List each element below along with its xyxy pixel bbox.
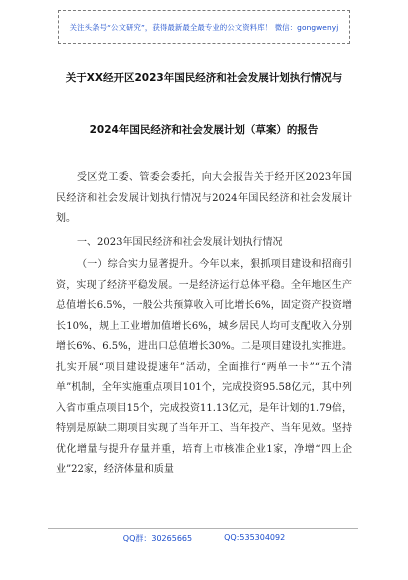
promo-banner-text: 关注头条号“公文研究”，获得最新最全最专业的公文资料库！ 微信：gongwenyj bbox=[69, 22, 339, 32]
footer bbox=[0, 533, 408, 544]
document-title-line-1: 关于XX经开区2023年国民经济和社会发展计划执行情况与 bbox=[65, 72, 343, 84]
section-heading: 一、2023年国民经济和社会发展计划执行情况 bbox=[77, 237, 283, 248]
section-paragraph: （一）综合实力显著提升。今年以来，狠抓项目建设和招商引资，实现了经济平稳发展。一是经济运行总体平稳。全年地区生产总值增长6.5%，一般公共预算收入可比增长6%，固定资产投资增长10%，规上工业增加值增长6%，城乡居民人均可支配收入分别增长6%、6.5%，进出口总值增长30%。二是项目建设扎实推进。扎实开展“项目建设提速年”活动，全面推行“两单一卡”“五个清单”机制，全年实施重点项目101个，完成投资95.58亿元，其中列入省市重点项目15个，完成投资11.13亿元，是年计划的1.79倍，特别是原缺二期项目实现了当年开工、当年投产、当年见效。坚持优化增量与提升存量并重，培育上市核准企业1家，净增“四上企业”22家，经济体量和质量 bbox=[56, 259, 352, 475]
document-title-line-2: 2024年国民经济和社会发展计划（草案）的报告 bbox=[89, 124, 319, 136]
qq-group-text: QQ群：30265665 bbox=[122, 534, 193, 543]
intro-paragraph: 受区党工委、管委会委托，向大会报告关于经开区2023年国民经济和社会发展计划执行情况与2024年国民经济和社会发展计划。 bbox=[56, 172, 352, 224]
qq-contact-text: QQ:535304092 bbox=[224, 533, 286, 542]
promo-banner bbox=[58, 10, 350, 44]
footer-divider bbox=[48, 528, 358, 529]
